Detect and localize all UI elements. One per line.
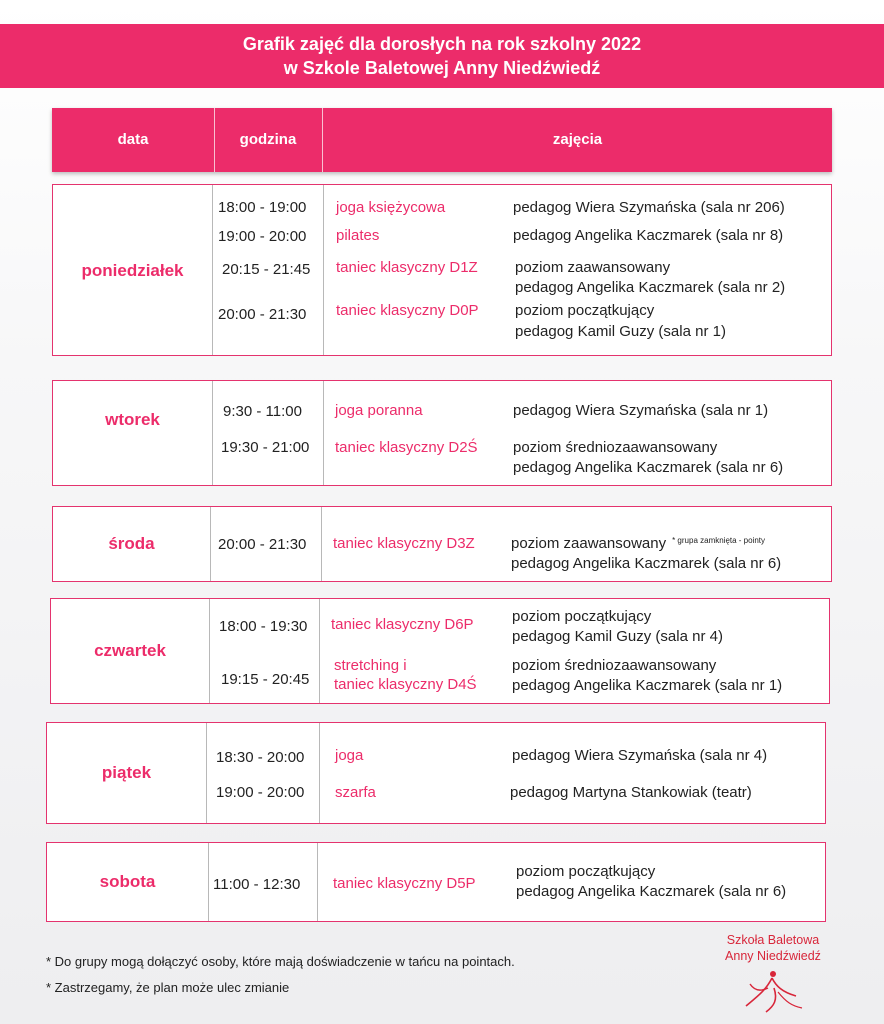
class-name: joga [335, 747, 364, 764]
class-detail: pedagog Kamil Guzy (sala nr 1) [515, 323, 726, 340]
class-detail [511, 534, 765, 556]
day-name: poniedziałek [81, 261, 184, 280]
class-time: 20:00 - 21:30 [218, 306, 307, 323]
day-block-czwartek [50, 598, 830, 704]
class-time: 11:00 - 12:30 [213, 876, 301, 893]
column-divider [206, 723, 207, 823]
ballerina-icon [738, 966, 808, 1014]
day-block-piatek [46, 722, 826, 824]
class-name: taniec klasyczny D1Z [336, 259, 478, 276]
day-block-poniedzialek [52, 184, 832, 356]
class-detail: pedagog Martyna Stankowiak (teatr) [510, 784, 752, 801]
day-name: czwartek [94, 641, 166, 660]
class-time: 18:00 - 19:00 [218, 199, 307, 216]
class-detail: pedagog Angelika Kaczmarek (sala nr 2) [515, 279, 786, 296]
class-time: 19:30 - 21:00 [221, 439, 310, 456]
column-divider [317, 843, 318, 921]
column-divider [319, 599, 320, 703]
class-detail: poziom średniozaawansowany [512, 657, 717, 674]
class-time: 9:30 - 11:00 [223, 403, 302, 420]
column-divider [208, 843, 209, 921]
class-detail: poziom początkujący [515, 302, 655, 319]
class-name: taniec klasyczny D2Ś [335, 439, 478, 456]
class-detail: pedagog Wiera Szymańska (sala nr 4) [512, 747, 768, 764]
school-logo [718, 932, 828, 1014]
class-name: stretching i [334, 657, 407, 674]
class-detail: poziom zaawansowany [515, 259, 671, 276]
page-title-banner [0, 24, 884, 88]
footnote: * Do grupy mogą dołączyć osoby, które mają doświadczenie w tańcu na pointach. [46, 954, 515, 969]
class-name: taniec klasyczny D6P [331, 616, 474, 633]
column-header-zajecia: zajęcia [552, 131, 603, 148]
day-name: sobota [99, 872, 156, 891]
day-name: środa [108, 534, 155, 553]
class-name: taniec klasyczny D0P [336, 302, 479, 319]
class-note: * grupa zamknięta - pointy [672, 536, 766, 545]
class-detail: pedagog Kamil Guzy (sala nr 4) [512, 628, 723, 645]
day-block-sobota [46, 842, 826, 922]
class-detail: pedagog Angelika Kaczmarek (sala nr 1) [512, 677, 783, 694]
column-divider [210, 507, 211, 581]
class-time: 18:00 - 19:30 [219, 618, 308, 635]
column-divider [209, 599, 210, 703]
logo-text-line2: Anny Niedźwiedź [725, 949, 821, 963]
column-divider [212, 381, 213, 485]
class-time: 19:15 - 20:45 [221, 671, 310, 688]
class-level: poziom zaawansowany [511, 535, 667, 552]
class-detail: pedagog Angelika Kaczmarek (sala nr 6) [511, 555, 782, 572]
column-divider [321, 507, 322, 581]
class-detail: pedagog Angelika Kaczmarek (sala nr 6) [513, 459, 784, 476]
column-divider [319, 723, 320, 823]
class-time: 19:00 - 20:00 [218, 228, 307, 245]
class-detail: poziom początkujący [512, 608, 652, 625]
day-block-sroda [52, 506, 832, 582]
class-name: joga księżycowa [336, 199, 446, 216]
class-time: 20:00 - 21:30 [218, 536, 307, 553]
class-detail: poziom średniozaawansowany [513, 439, 718, 456]
class-detail: pedagog Angelika Kaczmarek (sala nr 6) [516, 883, 787, 900]
class-detail: pedagog Wiera Szymańska (sala nr 1) [513, 402, 769, 419]
class-name: szarfa [335, 784, 376, 801]
column-divider [323, 381, 324, 485]
class-time: 20:15 - 21:45 [222, 261, 311, 278]
page-title-line1: Grafik zajęć dla dorosłych na rok szkolny 2022 [242, 34, 642, 54]
day-name: wtorek [105, 410, 160, 429]
class-detail: poziom początkujący [516, 863, 656, 880]
class-name: taniec klasyczny D5P [333, 875, 476, 892]
column-divider [323, 185, 324, 355]
class-detail: pedagog Wiera Szymańska (sala nr 206) [513, 199, 785, 216]
class-name: pilates [336, 227, 380, 244]
column-header-data: data [117, 131, 149, 148]
logo-text-line1: Szkoła Baletowa [726, 933, 820, 947]
class-time: 18:30 - 20:00 [216, 749, 305, 766]
class-time: 19:00 - 20:00 [216, 784, 305, 801]
day-block-wtorek [52, 380, 832, 486]
class-name: taniec klasyczny D3Z [333, 535, 475, 552]
footnote: * Zastrzegamy, że plan może ulec zmianie [46, 980, 290, 995]
table-header [52, 108, 832, 172]
page-title-line2: w Szkole Baletowej Anny Niedźwiedź [283, 58, 601, 78]
day-name: piątek [101, 763, 152, 782]
class-name: taniec klasyczny D4Ś [334, 676, 477, 693]
column-header-godzina: godzina [239, 131, 297, 148]
class-name: joga poranna [335, 402, 423, 419]
column-divider [212, 185, 213, 355]
class-detail: pedagog Angelika Kaczmarek (sala nr 8) [513, 227, 784, 244]
